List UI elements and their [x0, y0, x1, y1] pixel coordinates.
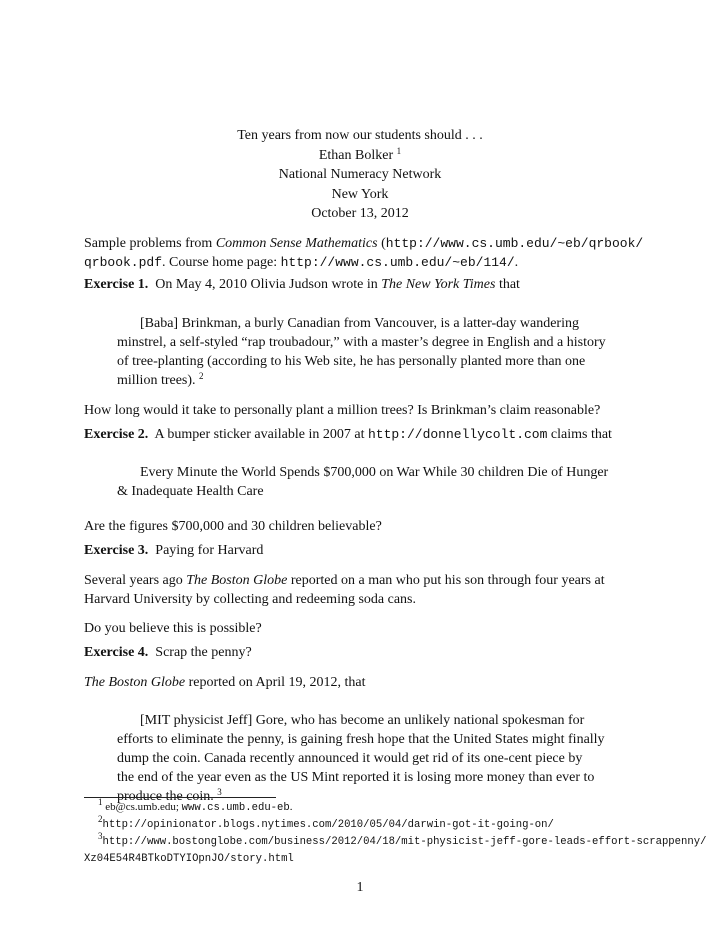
quote-line: [MIT physicist Jeff] Gore, who has become an unlikely national spokesman for: [140, 713, 585, 728]
quote-line: [Baba] Brinkman, a burly Canadian from Vancouver, is a latter-day wandering: [140, 316, 579, 331]
paper-header: [0, 126, 720, 224]
footnote-1: [84, 799, 720, 816]
footnote-number: 1: [98, 797, 103, 807]
exercise-1-text: On May 4, 2010 Olivia Judson wrote in: [155, 277, 382, 292]
footnote-2: [84, 816, 720, 833]
exercise-4-text: reported on April 19, 2012, that: [185, 675, 366, 690]
quote-line: minstrel, a self-styled “rap troubadour,” with a master’s degree in English and a history: [117, 335, 606, 350]
quote-line: efforts to eliminate the penny, is gaining fresh hope that the United States might finally: [117, 732, 605, 747]
exercise-3-text: Several years ago: [84, 573, 187, 588]
footnote-number: 2: [98, 814, 103, 824]
exercise-2-text: A bumper sticker available in 2007 at: [154, 427, 368, 442]
book-title: Common Sense Mathematics: [215, 236, 378, 251]
intro-mid: . Course home page:: [162, 255, 281, 270]
exercise-3-text-cont: reported on a man who put his son through four years at: [287, 573, 605, 588]
sticker-url[interactable]: http://donnellycolt.com: [367, 427, 548, 442]
date: October 13, 2012: [311, 206, 409, 221]
source-title: The Boston Globe: [84, 675, 186, 690]
intro-end: .: [514, 255, 519, 270]
source-title: The Boston Globe: [186, 573, 288, 588]
exercise-label: Exercise 3.: [84, 543, 149, 558]
exercise-2-quote: [117, 463, 617, 501]
exercise-label: Exercise 1.: [84, 277, 149, 292]
footnote-end: .: [289, 801, 293, 813]
exercise-2-text-end: claims that: [547, 427, 612, 442]
intro-paragraph: [84, 234, 644, 272]
footnote-rule: [84, 797, 276, 798]
exercise-3-heading: [84, 541, 644, 560]
exercise-4-heading: [84, 643, 644, 662]
exercise-1-quote: [117, 314, 617, 390]
footnote-url-continued[interactable]: Xz04E54R4BTkoDTYIOpnJO/story.html: [84, 853, 294, 865]
exercise-1-heading: [84, 275, 644, 294]
exercise-3-title: Paying for Harvard: [155, 543, 264, 558]
quote-line: produce the coin.: [117, 789, 218, 804]
book-url-continued[interactable]: qrbook.pdf: [84, 255, 163, 270]
footnote-url[interactable]: http://www.bostonglobe.com/business/2012/04/18/mit-physicist-jeff-gore-leads-effort-scrappenny/: [102, 836, 707, 848]
exercise-2-question: [84, 517, 644, 536]
exercise-1-text-end: that: [495, 277, 520, 292]
paper-title: Ten years from now our students should . . .: [237, 128, 483, 143]
footnote-url[interactable]: http://opinionator.blogs.nytimes.com/2010/05/04/darwin-got-it-going-on/: [102, 819, 554, 831]
footnote-3: [84, 833, 720, 850]
quote-line: dump the coin. Canada recently announced it would get rid of its one-cent piece by: [117, 751, 583, 766]
exercise-1-question: [84, 401, 644, 420]
exercise-3-question: [84, 619, 644, 638]
quote-line: & Inadequate Health Care: [117, 484, 264, 499]
quote-line: Every Minute the World Spends $700,000 on War While 30 children Die of Hunger: [140, 465, 609, 480]
footnote-marker-2[interactable]: 2: [199, 371, 204, 381]
exercise-label: Exercise 2.: [84, 427, 149, 442]
author-footnote-marker[interactable]: 1: [396, 145, 402, 156]
exercise-4-title: Scrap the penny?: [155, 645, 252, 660]
exercise-label: Exercise 4.: [84, 645, 149, 660]
exercise-4-quote: [117, 711, 617, 806]
footnote-marker-3[interactable]: 3: [217, 787, 222, 797]
book-url[interactable]: http://www.cs.umb.edu/~eb/qrbook/: [385, 236, 644, 251]
exercise-3-text-line2: Harvard University by collecting and redeeming soda cans.: [84, 592, 417, 607]
source-title: The New York Times: [381, 277, 496, 292]
author-name: Ethan Bolker: [318, 147, 394, 163]
footnote-url[interactable]: www.cs.umb.edu-eb: [181, 802, 290, 814]
course-url[interactable]: http://www.cs.umb.edu/~eb/114/: [280, 255, 515, 270]
question-text: Are the figures $700,000 and 30 children believable?: [84, 519, 382, 534]
exercise-3-paragraph: [84, 571, 644, 609]
footnote-3-continued: [84, 850, 720, 867]
question-text: How long would it take to personally plant a million trees? Is Brinkman’s claim reasonable?: [84, 403, 601, 418]
quote-line: million trees).: [117, 373, 200, 388]
quote-line: of tree-planting (according to his Web site, he has personally planted more than one: [117, 354, 586, 369]
quote-line: the end of the year even as the US Mint reported it is losing more money than ever to: [117, 770, 595, 785]
city: New York: [331, 186, 389, 202]
footnote-number: 3: [98, 831, 103, 841]
footnotes: [84, 799, 720, 867]
exercise-2-heading: [84, 425, 644, 444]
organization: National Numeracy Network: [278, 167, 442, 182]
question-text: Do you believe this is possible?: [84, 621, 262, 636]
author-line: [0, 146, 720, 166]
intro-lead: Sample problems from: [84, 236, 216, 251]
footnote-email[interactable]: eb@cs.umb.edu;: [102, 801, 182, 813]
intro-paren: (: [377, 236, 386, 251]
page-number: 1: [356, 880, 364, 895]
exercise-4-intro: [84, 673, 644, 692]
